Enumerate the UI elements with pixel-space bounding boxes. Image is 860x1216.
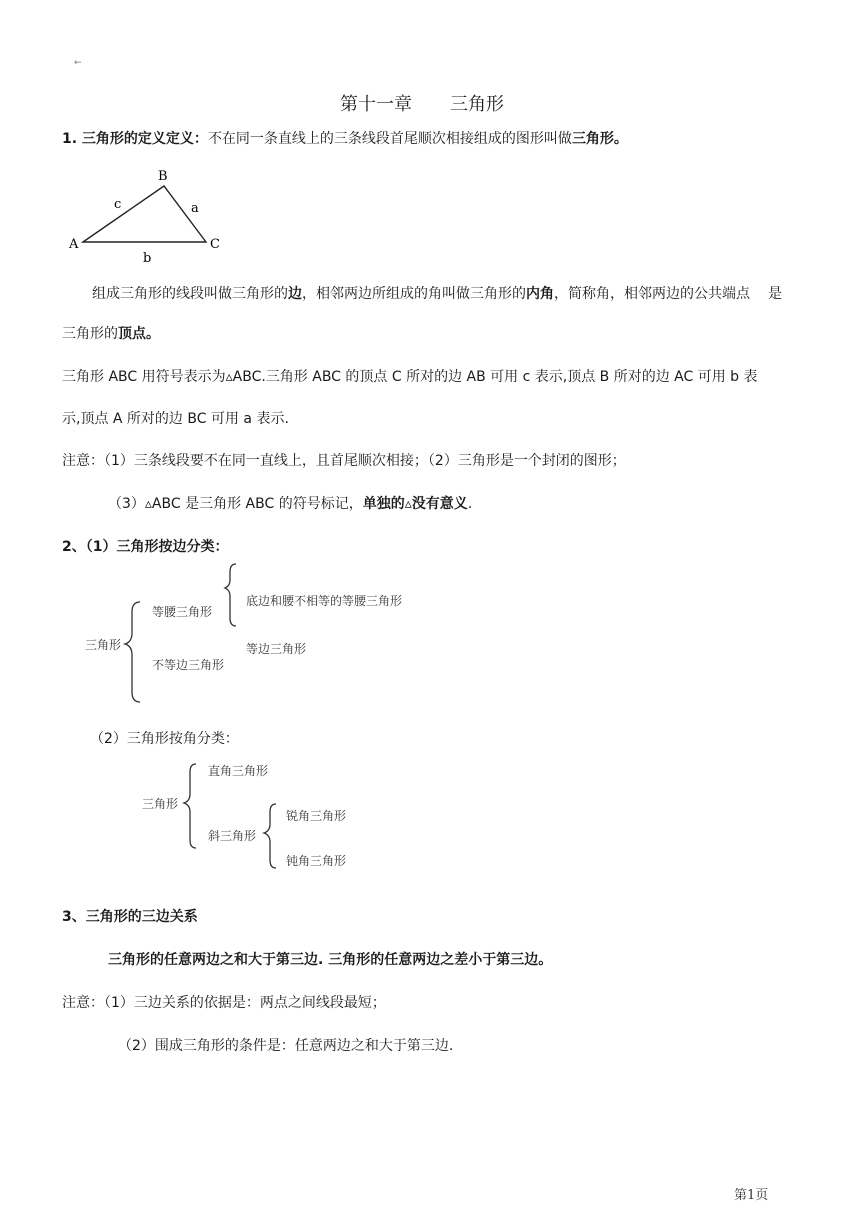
acute-triangle-label: 锐角三角形 bbox=[286, 809, 347, 823]
note-text: . bbox=[467, 496, 473, 512]
side-classification-braces bbox=[120, 560, 250, 710]
angle-root-brace bbox=[184, 764, 196, 848]
scalene-label: 不等边三角形 bbox=[152, 658, 225, 672]
chapter-number: 第十一章 bbox=[340, 94, 412, 115]
corner-mark: ← bbox=[74, 58, 82, 68]
oblique-brace bbox=[264, 804, 276, 868]
terms-paragraph-line2 bbox=[62, 323, 160, 343]
isosceles-label: 等腰三角形 bbox=[152, 605, 213, 619]
vertex-label-a: A bbox=[69, 237, 79, 252]
side-label-c: c bbox=[114, 197, 122, 212]
definition-paragraph bbox=[62, 128, 628, 148]
side-root-label: 三角形 bbox=[85, 638, 122, 652]
terms-text: ，简称角，相邻两边的公共端点 bbox=[554, 286, 750, 302]
root-brace bbox=[125, 602, 140, 702]
triangle-shape bbox=[83, 186, 206, 242]
isosceles-sub-label-1: 底边和腰不相等的等腰三角形 bbox=[246, 594, 403, 608]
notation-line2: 示,顶点 A 所对的边 BC 可用 a 表示. bbox=[62, 411, 289, 427]
triangle-figure bbox=[60, 164, 240, 268]
obtuse-triangle-label: 钝角三角形 bbox=[286, 854, 347, 868]
term-interior-angle: 内角 bbox=[526, 286, 554, 302]
section-2b-heading: （2）三角形按角分类： bbox=[90, 731, 239, 747]
section-3-note-2: （2）围成三角形的条件是：任意两边之和大于第三边. bbox=[118, 1038, 454, 1054]
chapter-name: 三角形 bbox=[450, 94, 504, 115]
page-number: 第1页 bbox=[734, 1188, 769, 1203]
isosceles-sub-label-2: 等边三角形 bbox=[246, 642, 307, 656]
note-text: （3）▵ABC 是三角形 ABC 的符号标记， bbox=[108, 496, 363, 512]
triangle-inequality-statement: 三角形的任意两边之和大于第三边. 三角形的任意两边之差小于第三边。 bbox=[108, 952, 553, 968]
side-label-b: b bbox=[143, 251, 152, 266]
section-2-heading: 2、（1）三角形按边分类： bbox=[62, 539, 229, 555]
terms-text: 组成三角形的线段叫做三角形的 bbox=[92, 286, 288, 302]
page-title bbox=[340, 90, 504, 116]
term-vertex: 顶点。 bbox=[118, 326, 160, 342]
vertex-label-b: B bbox=[158, 169, 168, 184]
angle-root-label: 三角形 bbox=[142, 797, 179, 811]
notation-line1: 三角形 ABC 用符号表示为▵ABC.三角形 ABC 的顶点 C 所对的边 AB 可用 c 表示,顶点 B 所对的边 AC 可用 b 表 bbox=[62, 369, 758, 385]
terms-text: 是 bbox=[768, 286, 782, 302]
term-side: 边 bbox=[288, 286, 302, 302]
terms-text: 三角形的 bbox=[62, 326, 118, 342]
terms-text: ，相邻两边所组成的角叫做三角形的 bbox=[302, 286, 526, 302]
side-label-a: a bbox=[191, 201, 199, 216]
oblique-triangle-label: 斜三角形 bbox=[208, 829, 257, 843]
note-line1: 注意：（1）三条线段要不在同一直线上，且首尾顺次相接；（2）三角形是一个封闭的图形； bbox=[62, 453, 626, 469]
section-1-heading: 1. 三角形的定义定义： bbox=[62, 131, 208, 147]
terms-paragraph-line1 bbox=[92, 283, 782, 303]
note-line2 bbox=[108, 493, 472, 513]
definition-text: 不在同一条直线上的三条线段首尾顺次相接组成的图形叫做 bbox=[207, 131, 572, 147]
vertex-label-c: C bbox=[210, 237, 220, 252]
section-3-note-1: 注意：（1）三边关系的依据是：两点之间线段最短； bbox=[62, 995, 386, 1011]
note-emphasis: 单独的▵没有意义 bbox=[362, 496, 468, 512]
right-triangle-label: 直角三角形 bbox=[208, 764, 269, 778]
definition-term: 三角形。 bbox=[571, 131, 628, 147]
isosceles-brace bbox=[225, 564, 236, 626]
section-3-heading: 3、三角形的三边关系 bbox=[62, 909, 198, 925]
